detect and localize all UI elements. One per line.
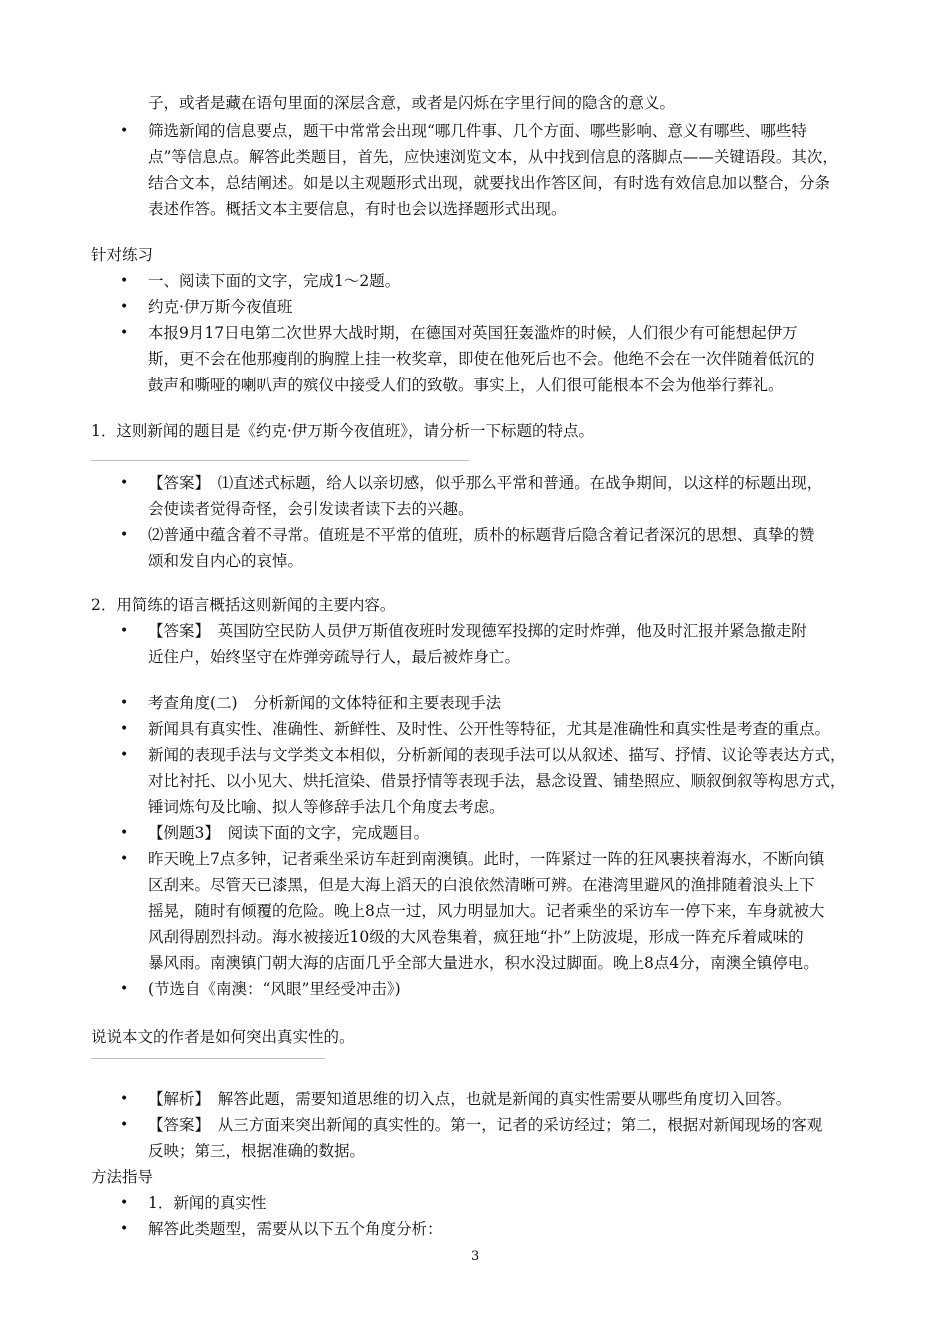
paragraph-line: 区刮来。尽管天已漆黑，但是大海上滔天的白浪依然清晰可辨。在港湾里避风的渔排随着浪头上下 — [148, 876, 815, 894]
answer-text: 颂和发自内心的哀悼。 — [148, 552, 304, 570]
bullet-dot: • — [120, 273, 129, 289]
bullet-dot: • — [120, 623, 129, 639]
paragraph-line: 新闻具有真实性、准确性、新鲜性、及时性、公开性等特征，尤其是准确性和真实性是考查的重点。 — [148, 720, 831, 738]
section-heading: 针对练习 — [91, 246, 154, 264]
question-3: 说说本文的作者是如何突出真实性的。 — [91, 1028, 355, 1046]
page-number: 3 — [471, 1249, 480, 1264]
paragraph-line: 斯，更不会在他那瘦削的胸膛上挂一枚奖章，即使在他死后也不会。他绝不会在一次伴随着低沉的 — [148, 350, 815, 368]
bullet-dot: • — [120, 475, 129, 491]
paragraph-line: 一、阅读下面的文字，完成1～2题。 — [148, 272, 401, 290]
answer-text: 近住户，始终坚守在炸弹旁疏导行人，最后被炸身亡。 — [148, 648, 521, 666]
bullet-dot: • — [120, 695, 129, 711]
answer-line — [91, 460, 469, 461]
paragraph-line: 解答此类题型，需要从以下五个角度分析： — [148, 1220, 443, 1238]
paragraph-line: 昨天晚上7点多钟，记者乘坐采访车赶到南澳镇。此时，一阵紧过一阵的狂风裹挟着海水，不断向镇 — [148, 850, 825, 868]
bullet-dot: • — [120, 1221, 129, 1237]
paragraph-line: 暴风雨。南澳镇门朝大海的店面几乎全部大量进水，积水没过脚面。晚上8点4分，南澳全镇停电。 — [148, 954, 819, 972]
paragraph-line: 子，或者是藏在语句里面的深层含意，或者是闪烁在字里行间的隐含的意义。 — [148, 94, 676, 112]
bullet-dot: • — [120, 325, 129, 341]
paragraph-line: 表述作答。概括文本主要信息，有时也会以选择题形式出现。 — [148, 200, 567, 218]
answer-text: ⑵普通中蕴含着不寻常。值班是不平常的值班，质朴的标题背后隐含着记者深沉的思想、真挚的赞 — [148, 526, 815, 544]
answer-text: 【答案】 从三方面来突出新闻的真实性的。第一，记者的采访经过；第二，根据对新闻现场的客观 — [148, 1116, 823, 1134]
subsection-heading: 考查角度(二) 分析新闻的文体特征和主要表现手法 — [148, 694, 502, 712]
bullet-dot: • — [120, 981, 129, 997]
paragraph-line: 筛选新闻的信息要点，题干中常常会出现“哪几件事、几个方面、哪些影响、意义有哪些、哪些特 — [148, 122, 807, 140]
paragraph-line: 摇晃，随时有倾覆的危险。晚上8点一过，风力明显加大。记者乘坐的采访车一停下来，车身就被大 — [148, 902, 825, 920]
bullet-dot: • — [120, 851, 129, 867]
bullet-dot: • — [120, 299, 129, 315]
question-2: 2．用简练的语言概括这则新闻的主要内容。 — [91, 596, 396, 614]
question-1: 1．这则新闻的题目是《约克·伊万斯今夜值班》，请分析一下标题的特点。 — [91, 422, 595, 440]
paragraph-line: 风刮得剧烈抖动。海水被接近10级的大风卷集着，疯狂地“扑”上防波堤，形成一阵充斥着咸味的 — [148, 928, 804, 946]
paragraph-line: 锤词炼句及比喻、拟人等修辞手法几个角度去考虑。 — [148, 798, 505, 816]
answer-text: 反映；第三，根据准确的数据。 — [148, 1142, 366, 1160]
answer-text: 【答案】 ⑴直述式标题，给人以亲切感，似乎那么平常和普通。在战争期间，以这样的标题出现， — [148, 474, 823, 492]
bullet-dot: • — [120, 527, 129, 543]
article-title: 约克·伊万斯今夜值班 — [148, 298, 293, 316]
bullet-dot: • — [120, 825, 129, 841]
paragraph-line: 鼓声和嘶哑的喇叭声的殡仪中接受人们的致敬。事实上，人们很可能根本不会为他举行葬礼。 — [148, 376, 784, 394]
bullet-dot: • — [120, 123, 129, 139]
source-note: (节选自《南澳：“风眼”里经受冲击》) — [148, 980, 401, 998]
bullet-dot: • — [120, 1117, 129, 1133]
paragraph-line: 新闻的表现手法与文学类文本相似，分析新闻的表现手法可以从叙述、描写、抒情、议论等表达方式， — [148, 746, 846, 764]
section-heading: 方法指导 — [91, 1168, 154, 1186]
example-heading: 【例题3】 阅读下面的文字，完成题目。 — [148, 824, 430, 842]
paragraph-line: 对比衬托、以小见大、烘托渲染、借景抒情等表现手法，悬念设置、铺垫照应、顺叙倒叙等构思方式， — [148, 772, 846, 790]
paragraph-line: 点”等信息点。解答此类题目，首先，应快速浏览文本，从中找到信息的落脚点——关键语段。其次， — [148, 148, 838, 166]
bullet-dot: • — [120, 1195, 129, 1211]
analysis-text: 【解析】 解答此题，需要知道思维的切入点，也就是新闻的真实性需要从哪些角度切入回答。 — [148, 1090, 792, 1108]
paragraph-line: 结合文本，总结阐述。如是以主观题形式出现，就要找出作答区间，有时选有效信息加以整合，分条 — [148, 174, 831, 192]
paragraph-line: 本报9月17日电第二次世界大战时期，在德国对英国狂轰滥炸的时候，人们很少有可能想起伊万 — [148, 324, 798, 342]
paragraph-line: 1．新闻的真实性 — [148, 1194, 267, 1212]
bullet-dot: • — [120, 721, 129, 737]
bullet-dot: • — [120, 747, 129, 763]
bullet-dot: • — [120, 1091, 129, 1107]
answer-line — [91, 1058, 325, 1059]
answer-text: 【答案】 英国防空民防人员伊万斯值夜班时发现德军投掷的定时炸弹，他及时汇报并紧急撤走附 — [148, 622, 807, 640]
answer-text: 会使读者觉得奇怪，会引发读者读下去的兴趣。 — [148, 500, 474, 518]
